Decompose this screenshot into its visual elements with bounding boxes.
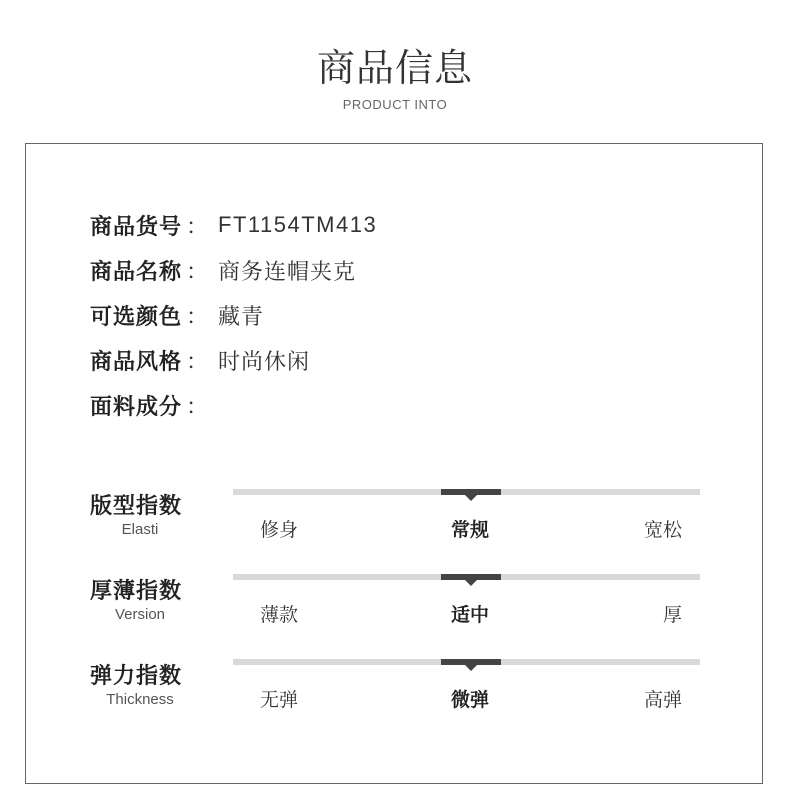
info-label: 商品名称 [90, 259, 183, 285]
info-label: 商品风格 [90, 349, 183, 375]
fit-option-loose: 宽松 [643, 519, 682, 541]
header-subtitle: PRODUCT INTO [342, 97, 448, 112]
info-label: 可选颜色 [90, 304, 183, 330]
info-colon: ： [186, 304, 209, 330]
elasticity-index-title: 弹力指数 [90, 664, 183, 689]
thickness-option-thin: 薄款 [260, 604, 299, 626]
info-colon: ： [186, 259, 209, 285]
thickness-index-marker-tip [465, 580, 477, 586]
info-value: 时尚休闲 [218, 349, 311, 375]
fit-option-regular: 常规 [451, 519, 490, 541]
header-title: 商品信息 [316, 46, 473, 90]
fit-option-slim: 修身 [260, 519, 299, 541]
info-value: FT1154TM413 [218, 212, 378, 237]
info-value: 商务连帽夹克 [218, 259, 357, 285]
elasticity-index-subtitle: Thickness [106, 691, 174, 708]
fit-index-subtitle: Elasti [121, 521, 159, 538]
elasticity-option-none: 无弹 [260, 689, 299, 711]
thickness-option-thick: 厚 [662, 604, 682, 626]
info-row-color [90, 300, 264, 330]
info-row-style [90, 345, 310, 375]
info-label: 面料成分 [90, 394, 183, 420]
thickness-index-subtitle: Version [114, 606, 166, 623]
fit-index-title: 版型指数 [90, 494, 183, 519]
fit-index-marker-tip [465, 495, 477, 501]
info-colon: ： [186, 349, 209, 375]
info-row-sku [90, 210, 377, 240]
info-value: 藏青 [218, 304, 265, 330]
thickness-index-title: 厚薄指数 [90, 579, 183, 604]
elasticity-index-marker-tip [465, 665, 477, 671]
info-row-name [90, 255, 356, 285]
elasticity-option-high: 高弹 [643, 689, 682, 711]
info-row-fabric [90, 390, 218, 420]
thickness-option-medium: 适中 [451, 604, 490, 626]
info-colon: ： [186, 214, 209, 240]
info-label: 商品货号 [90, 214, 183, 240]
elasticity-option-slight: 微弹 [451, 689, 490, 711]
info-colon: ： [186, 394, 209, 420]
